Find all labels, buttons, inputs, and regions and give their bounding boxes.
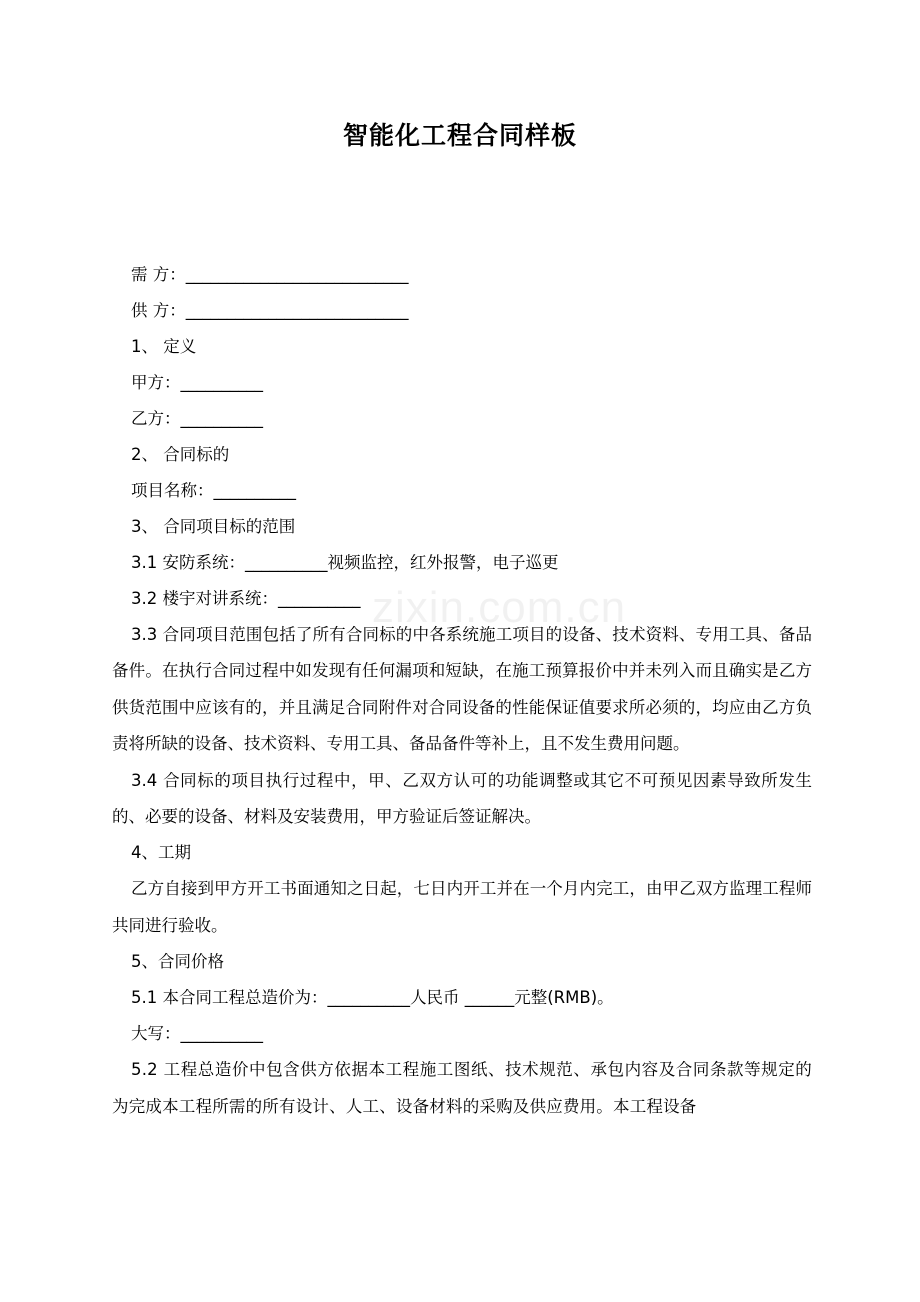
buyer-line: 需 方：___________________________	[131, 265, 409, 284]
clause-3-2: 3.2 楼宇对讲系统：__________	[131, 589, 361, 608]
section-4-heading: 4、工期	[131, 843, 191, 863]
party-a-line: 甲方：__________	[131, 373, 263, 392]
contract-body	[112, 257, 812, 1125]
capital-amount-line: 大写：__________	[131, 1024, 263, 1044]
clause-3-4: 3.4 合同标的项目执行过程中，甲、乙双方认可的功能调整或其它不可预见因素导致所发生的、必要的设备、材料及安装费用，甲方验证后签证解决。	[112, 770, 812, 827]
clause-4-body: 乙方自接到甲方开工书面通知之日起，七日内开工并在一个月内完工，由甲乙双方监理工程师共同进行验收。	[112, 879, 812, 935]
clause-5-1: 5.1 本合同工程总造价为：__________人民币 ______元整(RMB)。	[131, 988, 614, 1008]
section-2-heading: 2、 合同标的	[131, 445, 230, 464]
section-5-heading: 5、合同价格	[131, 952, 224, 972]
clause-3-1: 3.1 安防系统：__________视频监控，红外报警，电子巡更	[131, 553, 559, 572]
project-name-line: 项目名称：__________	[131, 481, 296, 500]
party-b-line: 乙方：__________	[131, 409, 263, 428]
watermark: zixin.com.cn	[372, 583, 627, 632]
document-title: 智能化工程合同样板	[342, 121, 577, 150]
section-1-heading: 1、 定义	[131, 337, 197, 356]
section-3-heading: 3、 合同项目标的范围	[131, 517, 296, 536]
clause-3-3: 3.3 合同项目范围包括了所有合同标的中各系统施工项目的设备、技术资料、专用工具、备品备件。在执行合同过程中如发现有任何漏项和短缺，在施工预算报价中并未列入而且确实是乙方供货范围中应该有的，并且满足合同附件对合同设备的性能保证值要求所必须的，均应由乙方负责将所缺的设备、技术资料、专用工具、备品备件等补上，且不发生费用问题。	[112, 625, 812, 754]
supplier-line: 供 方：___________________________	[131, 301, 409, 320]
clause-5-2: 5.2 工程总造价中包含供方依据本工程施工图纸、技术规范、承包内容及合同条款等规定的为完成本工程所需的所有设计、人工、设备材料的采购及供应费用。本工程设备	[112, 1060, 812, 1116]
